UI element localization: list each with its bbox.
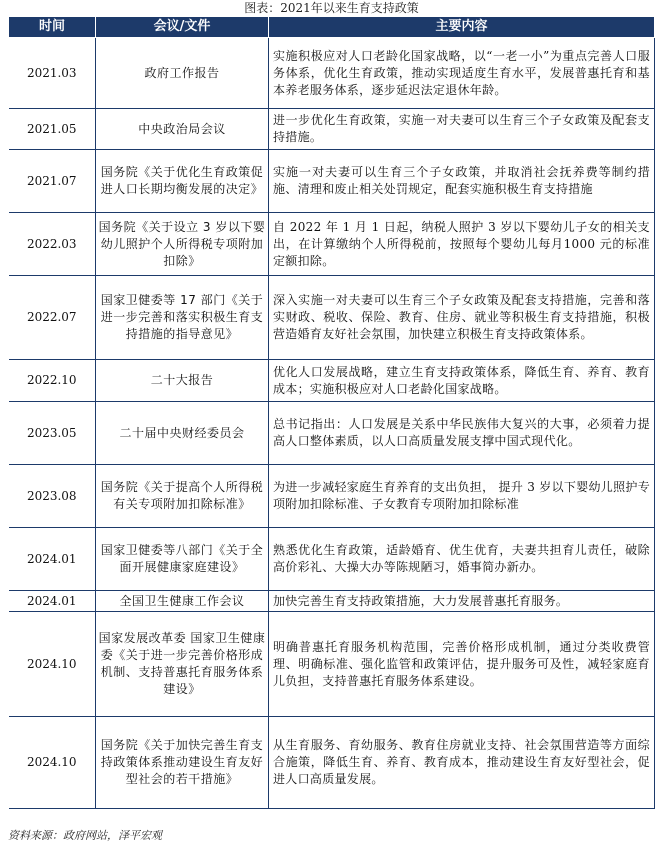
row-meeting: 国务院《关于设立 3 岁以下婴幼儿照护个人所得税专项附加扣除》: [96, 213, 269, 276]
row-content: 为进一步减轻家庭生育养育的支出负担， 提升 3 岁以下婴幼儿照护专项附加扣除标准、子女教育专项附加扣除标准: [269, 465, 655, 528]
table-row: [9, 465, 655, 528]
row-time: 2024.01: [9, 528, 96, 591]
row-time: 2024.10: [9, 612, 96, 717]
row-content: 实施一对夫妻可以生育三个子女政策，并取消社会抚养费等制约措施、清理和废止相关处罚规定，配套实施积极生育支持措施: [269, 150, 655, 213]
row-meeting: 全国卫生健康工作会议: [96, 591, 269, 612]
table-row: [9, 612, 655, 717]
row-time: 2024.01: [9, 591, 96, 612]
row-content: 实施积极应对人口老龄化国家战略，以“一老一小”为重点完善人口服务体系，优化生育政策，推动实现适度生育水平，发展普惠托育和基本养老服务体系，逐步延迟法定退休年龄。: [269, 38, 655, 109]
table-row: [9, 360, 655, 402]
row-content: 自 2022 年 1 月 1 日起，纳税人照护 3 岁以下婴幼儿子女的相关支出，在计算缴纳个人所得税前，按照每个婴幼儿每月1000 元的标准定额扣除。: [269, 213, 655, 276]
row-time: 2021.03: [9, 38, 96, 109]
row-content: 进一步优化生育政策，实施一对夫妻可以生育三个子女政策及配套支持措施。: [269, 109, 655, 150]
row-time: 2024.10: [9, 717, 96, 809]
policy-table: [8, 17, 655, 809]
table-row: [9, 150, 655, 213]
row-time: 2021.07: [9, 150, 96, 213]
row-content: 熟悉优化生育政策，适龄婚育、优生优育，夫妻共担育儿责任，破除高价彩礼、大操大办等陈规陋习，婚事简办新办。: [269, 528, 655, 591]
row-meeting: 政府工作报告: [96, 38, 269, 109]
table-row: [9, 717, 655, 809]
row-meeting: 二十大报告: [96, 360, 269, 402]
row-time: 2023.05: [9, 402, 96, 465]
row-content: 加快完善生育支持政策措施，大力发展普惠托育服务。: [269, 591, 655, 612]
header-content: 主要内容: [269, 17, 655, 38]
row-time: 2021.05: [9, 109, 96, 150]
row-time: 2022.07: [9, 276, 96, 360]
source-note: 资料来源：政府网站，泽平宏观: [8, 829, 162, 842]
row-meeting: 国家发展改革委 国家卫生健康委《关于进一步完善价格形成机制、支持普惠托育服务体系建设》: [96, 612, 269, 717]
row-time: 2023.08: [9, 465, 96, 528]
header-meeting: 会议/文件: [96, 17, 269, 38]
table-row: [9, 402, 655, 465]
table-caption: 图表：2021年以来生育支持政策: [244, 1, 419, 15]
row-content: 优化人口发展战略，建立生育支持政策体系，降低生育、养育、教育成本；实施积极应对人口老龄化国家战略。: [269, 360, 655, 402]
row-content: 明确普惠托育服务机构范围，完善价格形成机制，通过分类收费管理、明确标准、强化监管和政策评估，提升服务可及性，减轻家庭育儿负担，支持普惠托育服务体系建设。: [269, 612, 655, 717]
header-time: 时间: [9, 17, 96, 38]
row-meeting: 二十届中央财经委员会: [96, 402, 269, 465]
row-content: 从生育服务、育幼服务、教育住房就业支持、社会氛围营造等方面综合施策，降低生育、养育、教育成本，推动建设生育友好型社会，促进人口高质量发展。: [269, 717, 655, 809]
table-row: [9, 213, 655, 276]
row-meeting: 国务院《关于优化生育政策促进人口长期均衡发展的决定》: [96, 150, 269, 213]
table-header-row: [9, 17, 655, 38]
row-meeting: 国务院《关于加快完善生育支持政策体系推动建设生育友好型社会的若干措施》: [96, 717, 269, 809]
row-time: 2022.03: [9, 213, 96, 276]
row-meeting: 国务院《关于提高个人所得税有关专项附加扣除标准》: [96, 465, 269, 528]
table-row: [9, 591, 655, 612]
row-meeting: 国家卫健委等八部门《关于全面开展健康家庭建设》: [96, 528, 269, 591]
row-content: 深入实施一对夫妻可以生育三个子女政策及配套支持措施，完善和落实财政、税收、保险、教育、住房、就业等积极生育支持措施，积极营造婚育友好社会氛围，加快建立积极生育支持政策体系。: [269, 276, 655, 360]
table-row: [9, 109, 655, 150]
row-time: 2022.10: [9, 360, 96, 402]
table-row: [9, 276, 655, 360]
table-row: [9, 38, 655, 109]
row-meeting: 中央政治局会议: [96, 109, 269, 150]
row-content: 总书记指出：人口发展是关系中华民族伟大复兴的大事，必须着力提高人口整体素质，以人口高质量发展支撑中国式现代化。: [269, 402, 655, 465]
table-row: [9, 528, 655, 591]
row-meeting: 国家卫健委等 17 部门《关于进一步完善和落实积极生育支持措施的指导意见》: [96, 276, 269, 360]
